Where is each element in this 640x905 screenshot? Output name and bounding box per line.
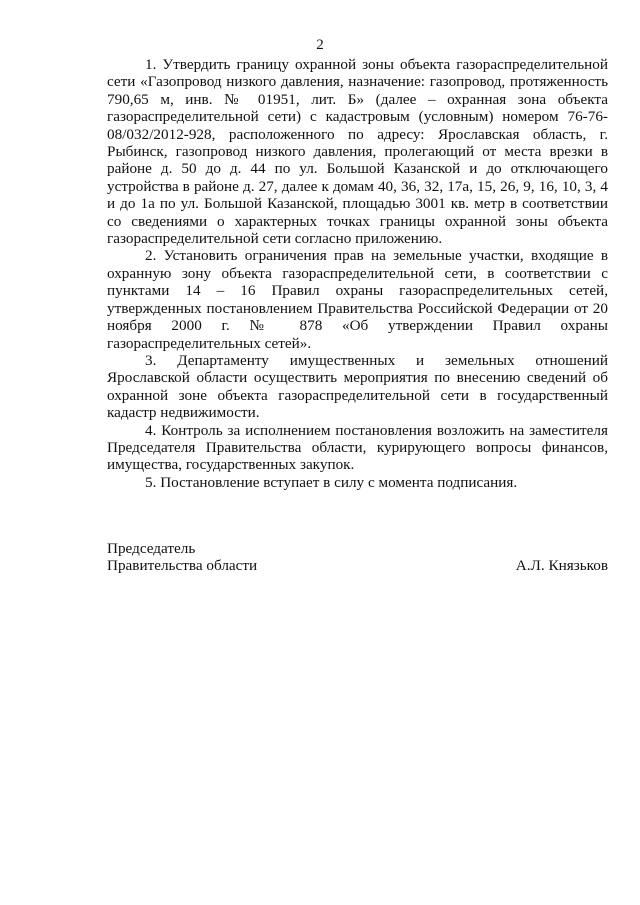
paragraph-1: 1. Утвердить границу охранной зоны объекта газораспределительной сети «Газопровод низкого давления, назначение: газопровод, протяженность 790,65 м, инв. № 01951, лит. Б» (далее – охранная зона объекта газораспределительной сети) с кадастровым (условным) номером 76-76-08/032/2012-928, расположенного по адресу: Ярославская область, г. Рыбинск, газопровод низкого давления, пролегающий от места врезки в районе д. 50 до д. 44 по ул. Большой Казанской и до отключающего устройства в районе д. 27, далее к домам 40, 36, 32, 17а, 15, 26, 9, 16, 10, 3, 4 и до 1а по ул. Большой Казанской, площадью 3001 кв. метр в соответствии со сведениями о характерных точках границы охранной зоны объекта газораспределительной сети согласно приложению. bbox=[107, 56, 608, 248]
signatory-title-line-2: Правительства области bbox=[107, 557, 258, 575]
document-body bbox=[107, 56, 608, 491]
paragraph-2: 2. Установить ограничения прав на земельные участки, входящие в охранную зону объекта газораспределительной сети, в соответствии с пунктами 14 – 16 Правил охраны газораспределительных сетей, утвержденных постановлением Правительства Российской Федерации от 20 ноября 2000 г. № 878 «Об утверждении Правил охраны газораспределительных сетей». bbox=[107, 247, 608, 352]
signature-row bbox=[107, 557, 608, 574]
paragraph-5: 5. Постановление вступает в силу с момента подписания. bbox=[145, 473, 518, 491]
signature-block bbox=[107, 540, 608, 575]
paragraph-4: 4. Контроль за исполнением постановления возложить на заместителя Председателя Правительства области, курирующего вопросы финансов, имущества, государственных закупок. bbox=[107, 421, 608, 474]
page-number: 2 bbox=[316, 37, 324, 53]
paragraph-3: 3. Департаменту имущественных и земельных отношений Ярославской области осуществить мероприятия по внесению сведений об охранной зоне объекта газораспределительной сети в государственный кадастр недвижимости. bbox=[107, 351, 608, 422]
signatory-name: А.Л. Князьков bbox=[515, 557, 608, 575]
signatory-title-line-1: Председатель bbox=[107, 540, 196, 557]
